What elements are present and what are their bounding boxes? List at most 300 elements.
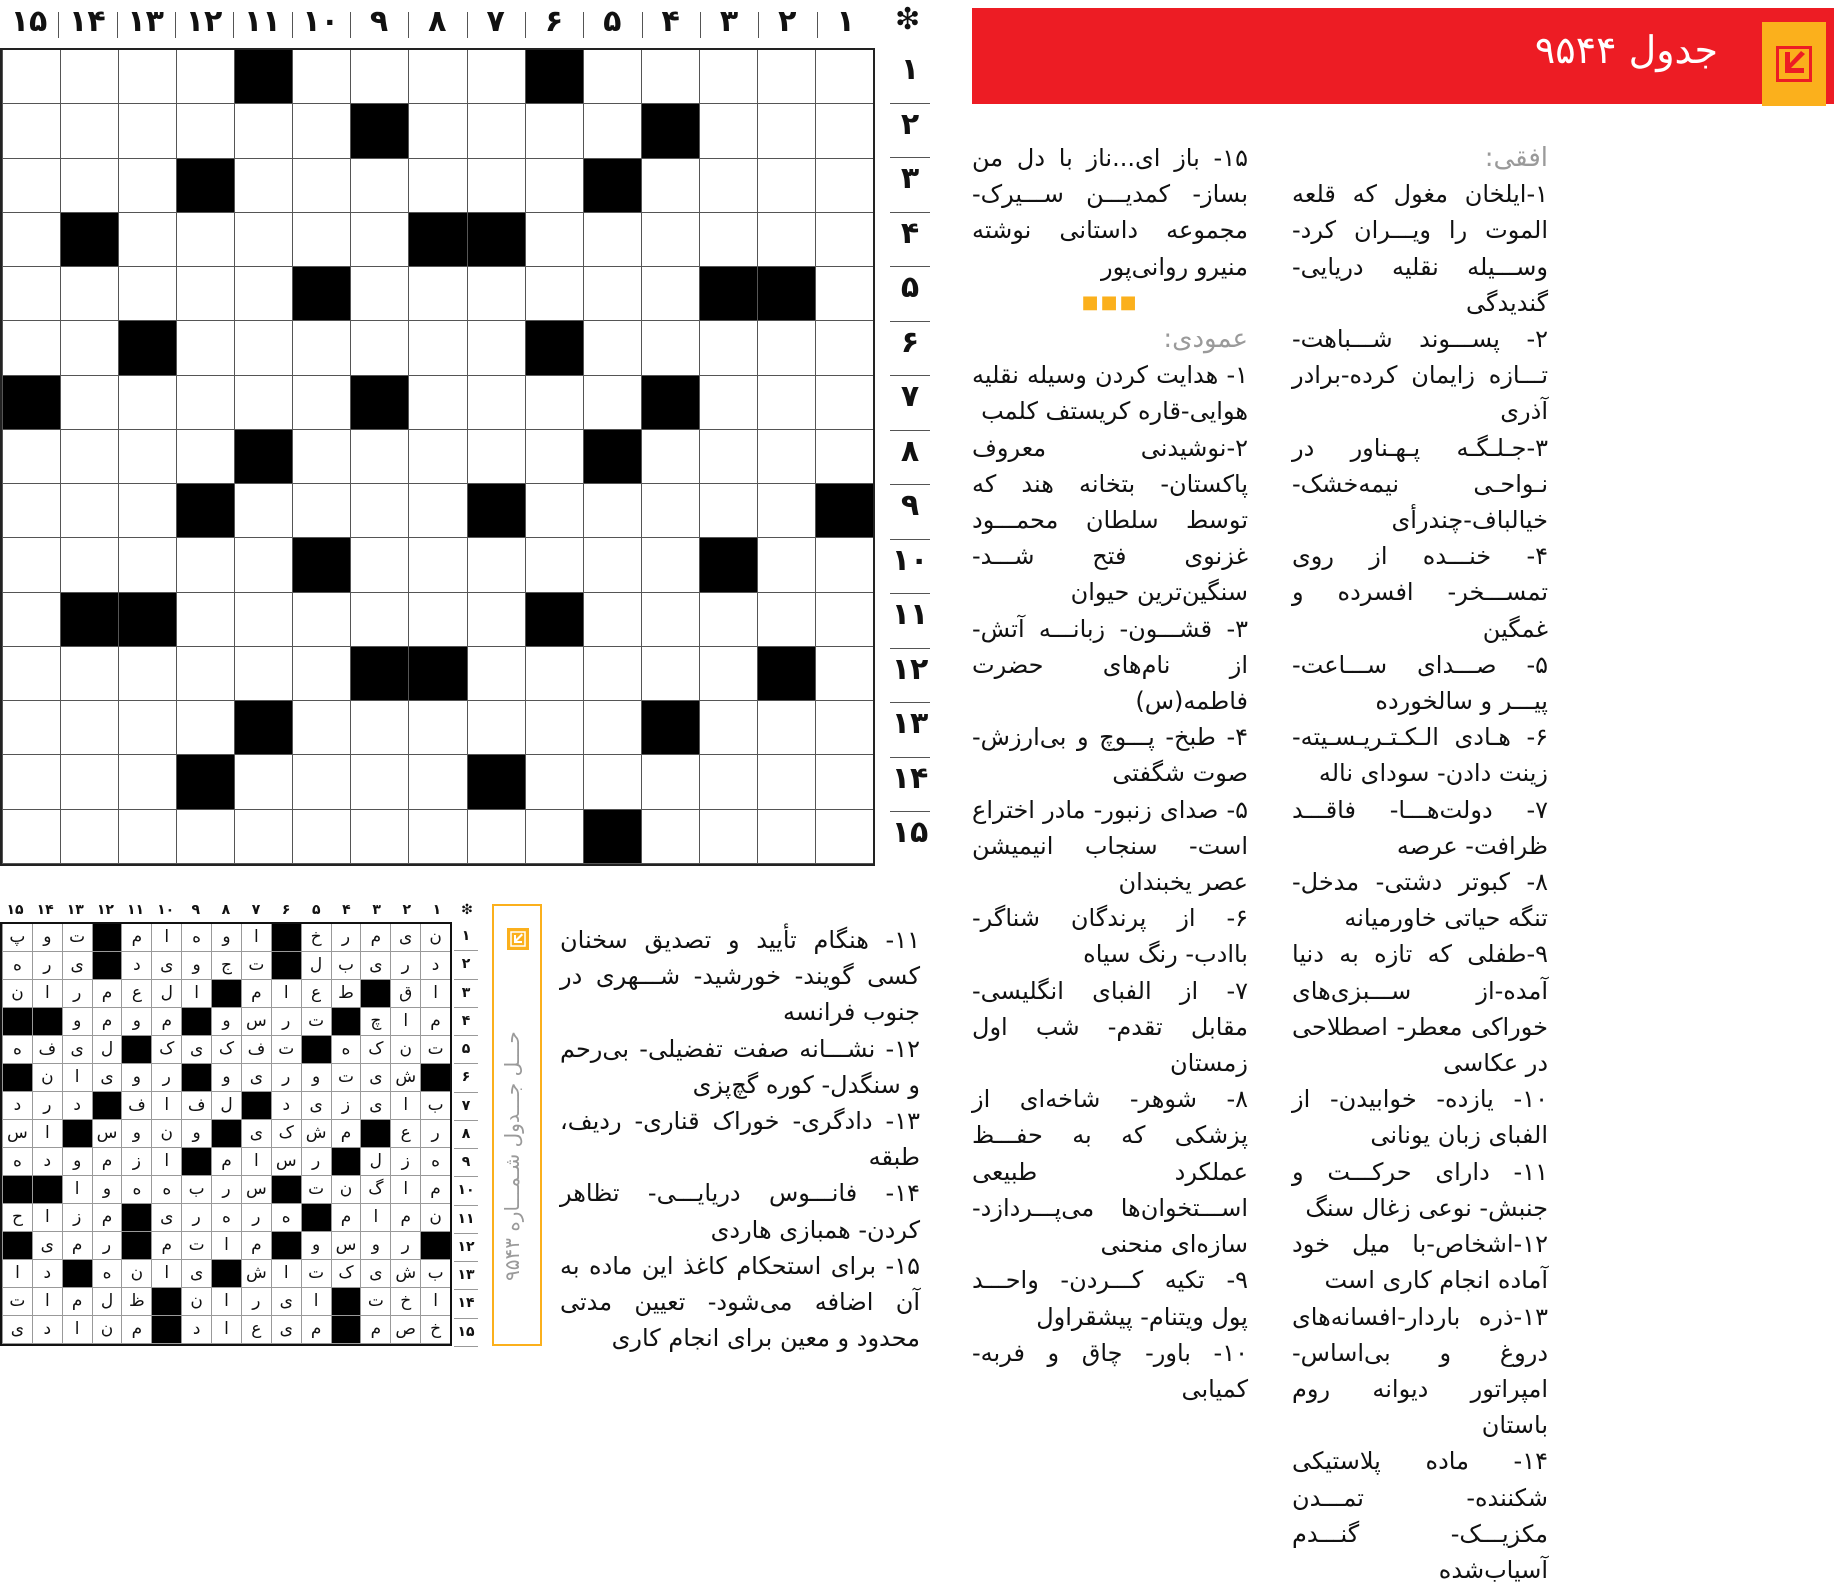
grid-cell[interactable] — [757, 484, 815, 538]
grid-cell[interactable] — [583, 50, 641, 104]
grid-cell[interactable] — [583, 213, 641, 267]
grid-cell[interactable] — [292, 810, 350, 864]
grid-cell[interactable] — [234, 213, 292, 267]
black-cell — [467, 213, 525, 267]
solution-cell: د — [121, 952, 151, 980]
solution-cell: و — [181, 952, 211, 980]
clues-column-middle — [972, 140, 1248, 1407]
grid-cell[interactable] — [699, 104, 757, 158]
solution-black-cell — [331, 1148, 361, 1176]
row-number: ۴ — [900, 215, 920, 251]
grid-cell[interactable] — [350, 755, 408, 809]
grid-cell[interactable] — [60, 376, 118, 430]
solution-row-number: ۶ — [454, 1063, 478, 1092]
solution-black-cell — [271, 1232, 301, 1260]
grid-cell[interactable] — [292, 104, 350, 158]
grid-cell[interactable] — [60, 647, 118, 701]
grid-row-header — [880, 48, 940, 866]
grid-cell[interactable] — [60, 538, 118, 592]
solution-cell: و — [62, 1008, 92, 1036]
solution-black-cell — [32, 1008, 62, 1036]
solution-cell: و — [121, 1120, 151, 1148]
grid-cell[interactable] — [699, 50, 757, 104]
grid-cell[interactable] — [234, 593, 292, 647]
solution-cell: د — [271, 1092, 301, 1120]
grid-cell[interactable] — [2, 50, 60, 104]
grid-cell[interactable] — [815, 104, 873, 158]
column-number: ۴ — [661, 4, 680, 39]
grid-cell[interactable] — [176, 538, 234, 592]
grid-cell[interactable] — [467, 701, 525, 755]
grid-cell[interactable] — [2, 430, 60, 484]
grid-cell[interactable] — [525, 755, 583, 809]
grid-cell[interactable] — [525, 430, 583, 484]
grid-cell[interactable] — [583, 376, 641, 430]
grid-cell[interactable] — [641, 430, 699, 484]
solution-cell: ا — [211, 1288, 241, 1316]
grid-cell[interactable] — [815, 538, 873, 592]
grid-cell[interactable] — [583, 593, 641, 647]
grid-cell[interactable] — [350, 593, 408, 647]
grid-cell[interactable] — [525, 538, 583, 592]
grid-cell[interactable] — [176, 593, 234, 647]
grid-cell[interactable] — [641, 810, 699, 864]
solution-cell: م — [92, 1008, 122, 1036]
grid-cell[interactable] — [118, 484, 176, 538]
grid-cell[interactable] — [292, 321, 350, 375]
grid-cell[interactable] — [583, 647, 641, 701]
column-number: ۶ — [544, 4, 564, 39]
grid-cell[interactable] — [176, 376, 234, 430]
grid-cell[interactable] — [699, 376, 757, 430]
grid-cell[interactable] — [408, 104, 466, 158]
solution-black-cell — [92, 924, 122, 952]
grid-cell[interactable] — [641, 159, 699, 213]
grid-cell[interactable] — [408, 593, 466, 647]
grid-cell[interactable] — [757, 213, 815, 267]
clue-text: ۲-نوشیدنی معروف پاکستان- بتخانه هند که توسط سلطان محمـــود غزنوی فتح شـــد- سنگین‌ترین حیوان — [972, 433, 1248, 607]
grid-cell[interactable] — [699, 755, 757, 809]
grid-cell[interactable] — [118, 213, 176, 267]
black-cell — [292, 538, 350, 592]
grid-cell[interactable] — [641, 213, 699, 267]
grid-cell[interactable] — [583, 701, 641, 755]
grid-cell[interactable] — [757, 159, 815, 213]
solution-cell: س — [92, 1120, 122, 1148]
solution-row-number: ۱۴ — [454, 1289, 478, 1318]
grid-cell[interactable] — [408, 321, 466, 375]
solution-cell: ت — [241, 952, 271, 980]
grid-cell[interactable] — [350, 213, 408, 267]
clue-text: ۱- هدایت کردن وسیله نقلیه هوایی-قاره کریستف کلمب — [972, 361, 1248, 426]
grid-cell[interactable] — [60, 321, 118, 375]
grid-cell[interactable] — [408, 50, 466, 104]
solution-cell: ا — [32, 1204, 62, 1232]
grid-cell[interactable] — [118, 376, 176, 430]
solution-cell: م — [121, 1316, 151, 1344]
row-number: ۲ — [900, 106, 920, 142]
solution-cell: ی — [62, 952, 92, 980]
solution-cell: م — [241, 980, 271, 1008]
grid-cell[interactable] — [757, 810, 815, 864]
grid-cell[interactable] — [757, 755, 815, 809]
grid-cell[interactable] — [118, 755, 176, 809]
grid-cell[interactable] — [467, 430, 525, 484]
black-cell — [234, 430, 292, 484]
solution-row-number: ۱۳ — [454, 1261, 478, 1290]
grid-cell[interactable] — [176, 810, 234, 864]
solution-cell: ا — [420, 980, 450, 1008]
grid-cell[interactable] — [292, 701, 350, 755]
star-icon: ❇ — [461, 902, 473, 918]
grid-cell[interactable] — [2, 810, 60, 864]
grid-cell[interactable] — [408, 159, 466, 213]
grid-cell[interactable] — [583, 267, 641, 321]
grid-cell[interactable] — [467, 376, 525, 430]
grid-cell[interactable] — [118, 647, 176, 701]
column-divider — [467, 12, 468, 38]
solution-row-number: ۸ — [454, 1120, 478, 1149]
grid-cell[interactable] — [467, 593, 525, 647]
solution-cell: ف — [121, 1092, 151, 1120]
solution-cell: ی — [32, 1232, 62, 1260]
grid-cell[interactable] — [757, 104, 815, 158]
solution-cell: ن — [420, 924, 450, 952]
grid-cell[interactable] — [292, 593, 350, 647]
solution-cell: ی — [390, 924, 420, 952]
grid-cell[interactable] — [815, 50, 873, 104]
row-divider — [890, 811, 930, 812]
black-cell — [467, 755, 525, 809]
grid-cell[interactable] — [2, 213, 60, 267]
solution-row-number: ۹ — [454, 1148, 478, 1177]
solution-column-number: ۵ — [312, 902, 321, 918]
solution-cell: و — [32, 924, 62, 952]
grid-cell[interactable] — [467, 267, 525, 321]
solution-cell: ی — [271, 1288, 301, 1316]
solution-cell: س — [331, 1232, 361, 1260]
grid-cell[interactable] — [234, 376, 292, 430]
grid-cell[interactable] — [583, 755, 641, 809]
grid-cell[interactable] — [60, 810, 118, 864]
grid-cell[interactable] — [815, 267, 873, 321]
solution-cell: ر — [241, 1288, 271, 1316]
grid-cell[interactable] — [2, 267, 60, 321]
grid-cell[interactable] — [583, 321, 641, 375]
solution-black-cell — [181, 1148, 211, 1176]
grid-cell[interactable] — [641, 321, 699, 375]
grid-cell[interactable] — [525, 647, 583, 701]
grid-cell[interactable] — [176, 50, 234, 104]
grid-cell[interactable] — [467, 810, 525, 864]
grid-cell[interactable] — [583, 104, 641, 158]
grid-cell[interactable] — [234, 484, 292, 538]
grid-cell[interactable] — [234, 810, 292, 864]
grid-cell[interactable] — [757, 701, 815, 755]
grid-cell[interactable] — [350, 538, 408, 592]
grid-cell[interactable] — [408, 538, 466, 592]
grid-cell[interactable] — [408, 810, 466, 864]
grid-cell[interactable] — [583, 538, 641, 592]
grid-cell[interactable] — [699, 321, 757, 375]
row-number: ۸ — [900, 433, 920, 469]
grid-cell[interactable] — [641, 647, 699, 701]
grid-cell[interactable] — [525, 213, 583, 267]
solution-cell: ش — [241, 1260, 271, 1288]
grid-cell[interactable] — [60, 484, 118, 538]
grid-cell[interactable] — [467, 104, 525, 158]
grid-cell[interactable] — [350, 159, 408, 213]
row-number: ۹ — [900, 488, 920, 524]
clues-column-bottom — [560, 922, 920, 1356]
grid-cell[interactable] — [350, 267, 408, 321]
grid-cell[interactable] — [350, 701, 408, 755]
grid-cell[interactable] — [2, 593, 60, 647]
grid-cell[interactable] — [176, 213, 234, 267]
grid-cell[interactable] — [60, 50, 118, 104]
grid-cell[interactable] — [815, 647, 873, 701]
grid-cell[interactable] — [176, 647, 234, 701]
grid-cell[interactable] — [234, 755, 292, 809]
grid-cell[interactable] — [2, 755, 60, 809]
grid-cell[interactable] — [2, 538, 60, 592]
grid-cell[interactable] — [467, 321, 525, 375]
grid-cell[interactable] — [467, 159, 525, 213]
grid-cell[interactable] — [641, 593, 699, 647]
grid-cell[interactable] — [60, 701, 118, 755]
solution-cell: ب — [331, 952, 361, 980]
grid-cell[interactable] — [408, 376, 466, 430]
grid-cell[interactable] — [757, 430, 815, 484]
grid-cell[interactable] — [292, 50, 350, 104]
grid-cell[interactable] — [2, 701, 60, 755]
grid-cell[interactable] — [699, 593, 757, 647]
grid-cell[interactable] — [525, 159, 583, 213]
black-cell — [699, 538, 757, 592]
solution-black-cell — [151, 1316, 181, 1344]
grid-cell[interactable] — [234, 267, 292, 321]
grid-column-header — [0, 0, 930, 46]
solution-cell: م — [62, 1232, 92, 1260]
grid-cell[interactable] — [60, 104, 118, 158]
row-divider — [890, 157, 930, 158]
grid-cell[interactable] — [525, 267, 583, 321]
grid-cell[interactable] — [815, 213, 873, 267]
solution-cell: ه — [92, 1260, 122, 1288]
row-divider — [890, 375, 930, 376]
solution-column-number: ۹ — [191, 902, 201, 918]
solution-cell: ا — [390, 1176, 420, 1204]
clue-text: ۳- قشـــون- زبانـــه آتش- از نام‌های حضرت فاطمه(س) — [972, 614, 1248, 716]
grid-cell[interactable] — [176, 430, 234, 484]
grid-cell[interactable] — [118, 267, 176, 321]
grid-cell[interactable] — [60, 267, 118, 321]
grid-cell[interactable] — [292, 213, 350, 267]
grid-cell[interactable] — [118, 810, 176, 864]
grid-cell[interactable] — [408, 755, 466, 809]
grid-cell[interactable] — [408, 701, 466, 755]
clue-text: ۶- هـادی الـکـتـریـسـیته- زینت دادن- سودای ناله — [1292, 723, 1548, 788]
grid-cell[interactable] — [60, 159, 118, 213]
solution-cell: ل — [301, 952, 331, 980]
grid-cell[interactable] — [699, 810, 757, 864]
solution-cell: ه — [181, 924, 211, 952]
grid-cell[interactable] — [234, 159, 292, 213]
grid-cell[interactable] — [2, 321, 60, 375]
grid-cell[interactable] — [815, 593, 873, 647]
grid-cell[interactable] — [118, 50, 176, 104]
solution-cell: د — [181, 1316, 211, 1344]
grid-cell[interactable] — [2, 104, 60, 158]
grid-cell[interactable] — [467, 538, 525, 592]
grid-cell[interactable] — [641, 755, 699, 809]
solution-cell: ی — [360, 1260, 390, 1288]
grid-cell[interactable] — [815, 159, 873, 213]
grid-cell[interactable] — [2, 159, 60, 213]
grid-cell[interactable] — [699, 159, 757, 213]
grid-cell[interactable] — [699, 213, 757, 267]
grid-cell[interactable] — [815, 321, 873, 375]
column-divider — [58, 12, 59, 38]
black-cell — [234, 50, 292, 104]
grid-cell[interactable] — [234, 104, 292, 158]
solution-cell: ه — [121, 1176, 151, 1204]
black-cell — [699, 267, 757, 321]
solution-cell: م — [92, 1204, 122, 1232]
grid-cell[interactable] — [525, 484, 583, 538]
grid-cell[interactable] — [757, 593, 815, 647]
solution-black-cell — [420, 1064, 450, 1092]
grid-cell[interactable] — [176, 321, 234, 375]
grid-cell[interactable] — [2, 484, 60, 538]
solution-black-cell — [331, 1008, 361, 1036]
solution-cell: چ — [360, 1008, 390, 1036]
grid-cell[interactable] — [408, 430, 466, 484]
solution-row-number: ۲ — [454, 950, 478, 979]
grid-cell[interactable] — [234, 538, 292, 592]
grid-cell[interactable] — [118, 159, 176, 213]
grid-cell[interactable] — [292, 484, 350, 538]
clue-text: ۲- پســـوند شـــباهت- تـــازه زایمان کرده-برادر آذری — [1292, 325, 1548, 426]
grid-cell[interactable] — [118, 538, 176, 592]
solution-cell: ک — [151, 1036, 181, 1064]
solution-black-cell — [92, 1092, 122, 1120]
black-cell — [757, 647, 815, 701]
solution-label-panel — [492, 904, 542, 1346]
grid-cell[interactable] — [699, 430, 757, 484]
solution-black-cell — [32, 1176, 62, 1204]
solution-cell: ت — [271, 1036, 301, 1064]
grid-cell[interactable] — [699, 647, 757, 701]
column-number: ۱۵ — [10, 4, 48, 39]
grid-cell[interactable] — [699, 701, 757, 755]
grid-cell[interactable] — [350, 430, 408, 484]
grid-cell[interactable] — [408, 267, 466, 321]
grid-cell[interactable] — [757, 538, 815, 592]
grid-cell[interactable] — [350, 50, 408, 104]
grid-cell[interactable] — [467, 50, 525, 104]
grid-cell[interactable] — [234, 647, 292, 701]
grid-cell[interactable] — [408, 484, 466, 538]
grid-cell[interactable] — [176, 701, 234, 755]
black-cell — [525, 50, 583, 104]
grid-cell[interactable] — [350, 810, 408, 864]
solution-cell: ن — [390, 1036, 420, 1064]
solution-cell: ا — [390, 1092, 420, 1120]
solution-row-number: ۳ — [454, 979, 478, 1008]
grid-cell[interactable] — [641, 267, 699, 321]
grid-cell[interactable] — [815, 810, 873, 864]
grid-cell[interactable] — [757, 50, 815, 104]
grid-cell[interactable] — [525, 104, 583, 158]
solution-cell: ز — [390, 1148, 420, 1176]
grid-cell[interactable] — [641, 484, 699, 538]
grid-cell[interactable] — [292, 376, 350, 430]
grid-cell[interactable] — [350, 321, 408, 375]
solution-column-number: ۱۰ — [157, 902, 175, 918]
grid-cell[interactable] — [60, 755, 118, 809]
solution-cell: ر — [32, 952, 62, 980]
clues-column-right — [1292, 140, 1548, 1588]
grid-cell[interactable] — [350, 484, 408, 538]
grid-cell[interactable] — [757, 321, 815, 375]
grid-cell[interactable] — [234, 321, 292, 375]
grid-cell[interactable] — [815, 376, 873, 430]
row-number: ۱۵ — [891, 815, 929, 851]
grid-cell[interactable] — [292, 647, 350, 701]
grid-cell[interactable] — [699, 484, 757, 538]
grid-cell[interactable] — [757, 376, 815, 430]
grid-cell[interactable] — [118, 701, 176, 755]
grid-cell[interactable] — [292, 755, 350, 809]
solution-cell: ن — [32, 1064, 62, 1092]
solution-cell: ش — [301, 1120, 331, 1148]
grid-cell[interactable] — [176, 104, 234, 158]
solution-cell: ز — [62, 1204, 92, 1232]
black-cell — [525, 321, 583, 375]
solution-black-cell — [271, 952, 301, 980]
grid-cell[interactable] — [118, 430, 176, 484]
solution-cell: س — [241, 1176, 271, 1204]
row-number: ۱۴ — [891, 760, 929, 796]
grid-cell[interactable] — [292, 430, 350, 484]
grid-cell[interactable] — [815, 755, 873, 809]
grid-cell[interactable] — [641, 50, 699, 104]
grid-cell[interactable] — [525, 810, 583, 864]
grid-cell[interactable] — [292, 159, 350, 213]
solution-cell: س — [271, 1148, 301, 1176]
grid-cell[interactable] — [815, 430, 873, 484]
grid-cell[interactable] — [525, 376, 583, 430]
clue-text: ۱۵- برای استحکام کاغذ این ماده به آن اضافه می‌شود- تعیین مدتی محدود و معین برای انجام کاری — [560, 1251, 920, 1353]
grid-cell[interactable] — [641, 538, 699, 592]
solution-cell: ب — [181, 1176, 211, 1204]
grid-cell[interactable] — [583, 484, 641, 538]
grid-cell[interactable] — [525, 701, 583, 755]
grid-cell[interactable] — [118, 104, 176, 158]
solution-cell: ا — [32, 980, 62, 1008]
grid-cell[interactable] — [467, 647, 525, 701]
solution-cell: ع — [390, 1120, 420, 1148]
grid-cell[interactable] — [60, 430, 118, 484]
grid-cell[interactable] — [815, 701, 873, 755]
solution-cell: ت — [2, 1288, 32, 1316]
solution-black-cell — [420, 1232, 450, 1260]
black-cell — [350, 376, 408, 430]
solution-cell: ا — [241, 924, 271, 952]
grid-cell[interactable] — [2, 647, 60, 701]
grid-cell[interactable] — [176, 267, 234, 321]
